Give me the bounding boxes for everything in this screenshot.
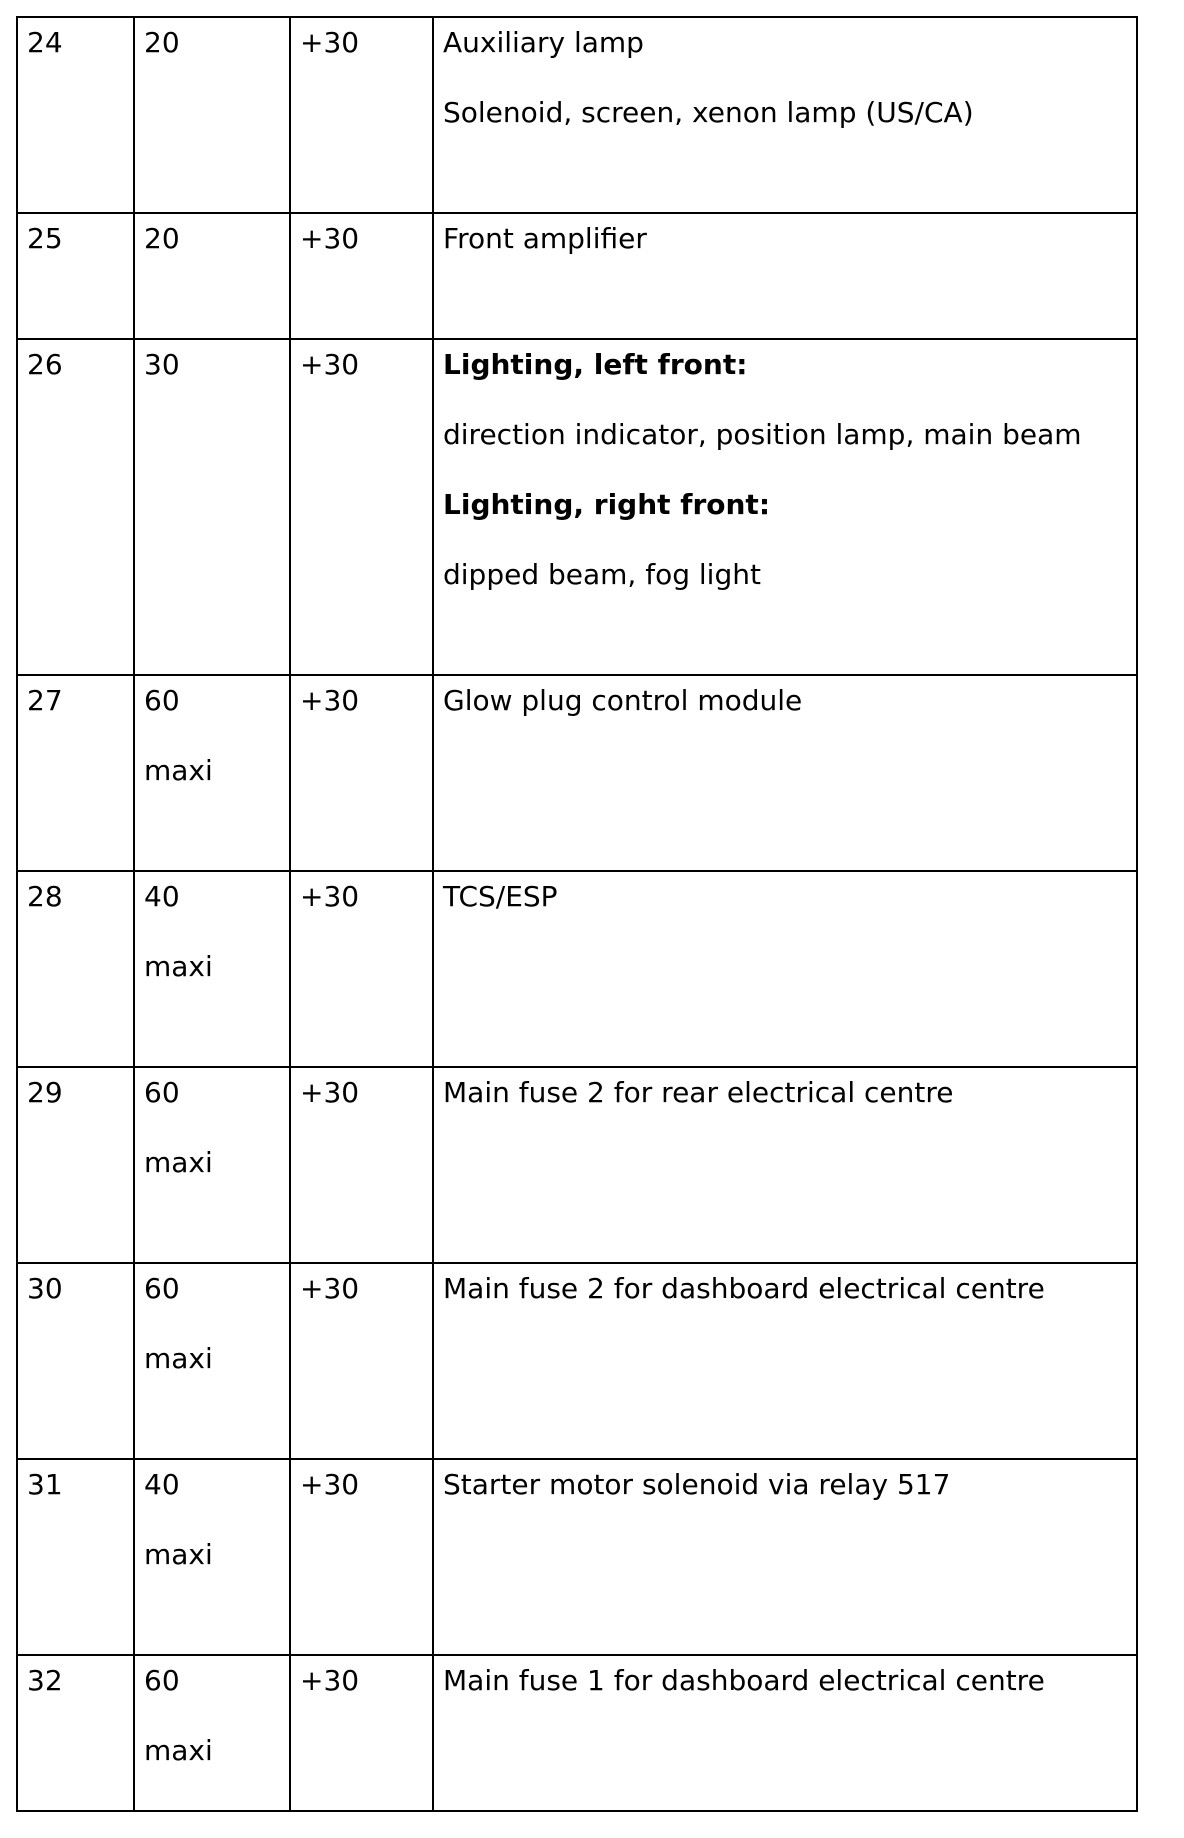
terminal: +30: [300, 1468, 360, 1501]
amperage-cell: [134, 1067, 290, 1263]
fuse-number-cell: [17, 675, 134, 871]
amperage-cell: [134, 339, 290, 675]
terminal: +30: [300, 222, 360, 255]
fuse-table-body: [17, 17, 1137, 1811]
fuse-number-cell: [17, 17, 134, 213]
fuse-number: 30: [27, 1272, 63, 1305]
function-cell: [433, 675, 1137, 871]
function-text: Main fuse 2 for rear electrical centre: [443, 1076, 954, 1109]
fuse-number: 27: [27, 684, 63, 717]
function-cell: [433, 871, 1137, 1067]
fuse-type: maxi: [144, 754, 213, 787]
table-row: [17, 1655, 1137, 1811]
amperage: 30: [144, 348, 180, 381]
function-text: Glow plug control module: [443, 684, 803, 717]
terminal: +30: [300, 26, 360, 59]
function-cell: [433, 1067, 1137, 1263]
terminal: +30: [300, 880, 360, 913]
fuse-type: maxi: [144, 1734, 213, 1767]
function-text: Starter motor solenoid via relay 517: [443, 1468, 951, 1501]
function-text: Solenoid, screen, xenon lamp (US/CA): [443, 96, 974, 129]
amperage: 60: [144, 1076, 180, 1109]
fuse-number-cell: [17, 1067, 134, 1263]
amperage: 60: [144, 1272, 180, 1305]
fuse-number: 24: [27, 26, 63, 59]
table-row: [17, 1459, 1137, 1655]
amperage: 20: [144, 26, 180, 59]
amperage-cell: [134, 871, 290, 1067]
fuse-number: 28: [27, 880, 63, 913]
amperage-cell: [134, 1263, 290, 1459]
amperage: 40: [144, 880, 180, 913]
fuse-number-cell: [17, 871, 134, 1067]
amperage: 60: [144, 1664, 180, 1697]
terminal-cell: [290, 1655, 433, 1811]
function-cell: [433, 1655, 1137, 1811]
amperage-cell: [134, 1459, 290, 1655]
terminal-cell: [290, 1459, 433, 1655]
function-text: TCS/ESP: [443, 880, 558, 913]
function-text: Auxiliary lamp: [443, 26, 644, 59]
function-text: direction indicator, position lamp, main beam: [443, 418, 1082, 451]
amperage: 60: [144, 684, 180, 717]
table-row: [17, 213, 1137, 339]
terminal: +30: [300, 1664, 360, 1697]
function-text: Main fuse 1 for dashboard electrical centre: [443, 1664, 1045, 1697]
fuse-type: maxi: [144, 1146, 213, 1179]
terminal-cell: [290, 1067, 433, 1263]
fuse-type: maxi: [144, 950, 213, 983]
fuse-number-cell: [17, 213, 134, 339]
terminal-cell: [290, 675, 433, 871]
terminal-cell: [290, 871, 433, 1067]
fuse-number-cell: [17, 1655, 134, 1811]
terminal-cell: [290, 339, 433, 675]
terminal: +30: [300, 1076, 360, 1109]
fuse-table: [16, 16, 1138, 1812]
function-text: Front amplifier: [443, 222, 647, 255]
function-heading: Lighting, right front:: [443, 488, 771, 521]
function-cell: [433, 339, 1137, 675]
fuse-number-cell: [17, 1459, 134, 1655]
amperage-cell: [134, 675, 290, 871]
amperage-cell: [134, 213, 290, 339]
terminal: +30: [300, 1272, 360, 1305]
table-row: [17, 1263, 1137, 1459]
function-text: Main fuse 2 for dashboard electrical centre: [443, 1272, 1045, 1305]
function-cell: [433, 1459, 1137, 1655]
terminal-cell: [290, 213, 433, 339]
amperage-cell: [134, 1655, 290, 1811]
terminal-cell: [290, 17, 433, 213]
function-cell: [433, 1263, 1137, 1459]
fuse-number: 25: [27, 222, 63, 255]
amperage: 40: [144, 1468, 180, 1501]
table-row: [17, 871, 1137, 1067]
fuse-type: maxi: [144, 1538, 213, 1571]
terminal: +30: [300, 348, 360, 381]
amperage: 20: [144, 222, 180, 255]
fuse-number: 32: [27, 1664, 63, 1697]
fuse-number-cell: [17, 1263, 134, 1459]
function-cell: [433, 17, 1137, 213]
function-text: dipped beam, fog light: [443, 558, 761, 591]
terminal-cell: [290, 1263, 433, 1459]
table-row: [17, 1067, 1137, 1263]
fuse-type: maxi: [144, 1342, 213, 1375]
terminal: +30: [300, 684, 360, 717]
fuse-number: 31: [27, 1468, 63, 1501]
table-row: [17, 17, 1137, 213]
function-cell: [433, 213, 1137, 339]
fuse-number: 26: [27, 348, 63, 381]
amperage-cell: [134, 17, 290, 213]
table-row: [17, 339, 1137, 675]
fuse-number-cell: [17, 339, 134, 675]
function-heading: Lighting, left front:: [443, 348, 748, 381]
table-row: [17, 675, 1137, 871]
fuse-number: 29: [27, 1076, 63, 1109]
